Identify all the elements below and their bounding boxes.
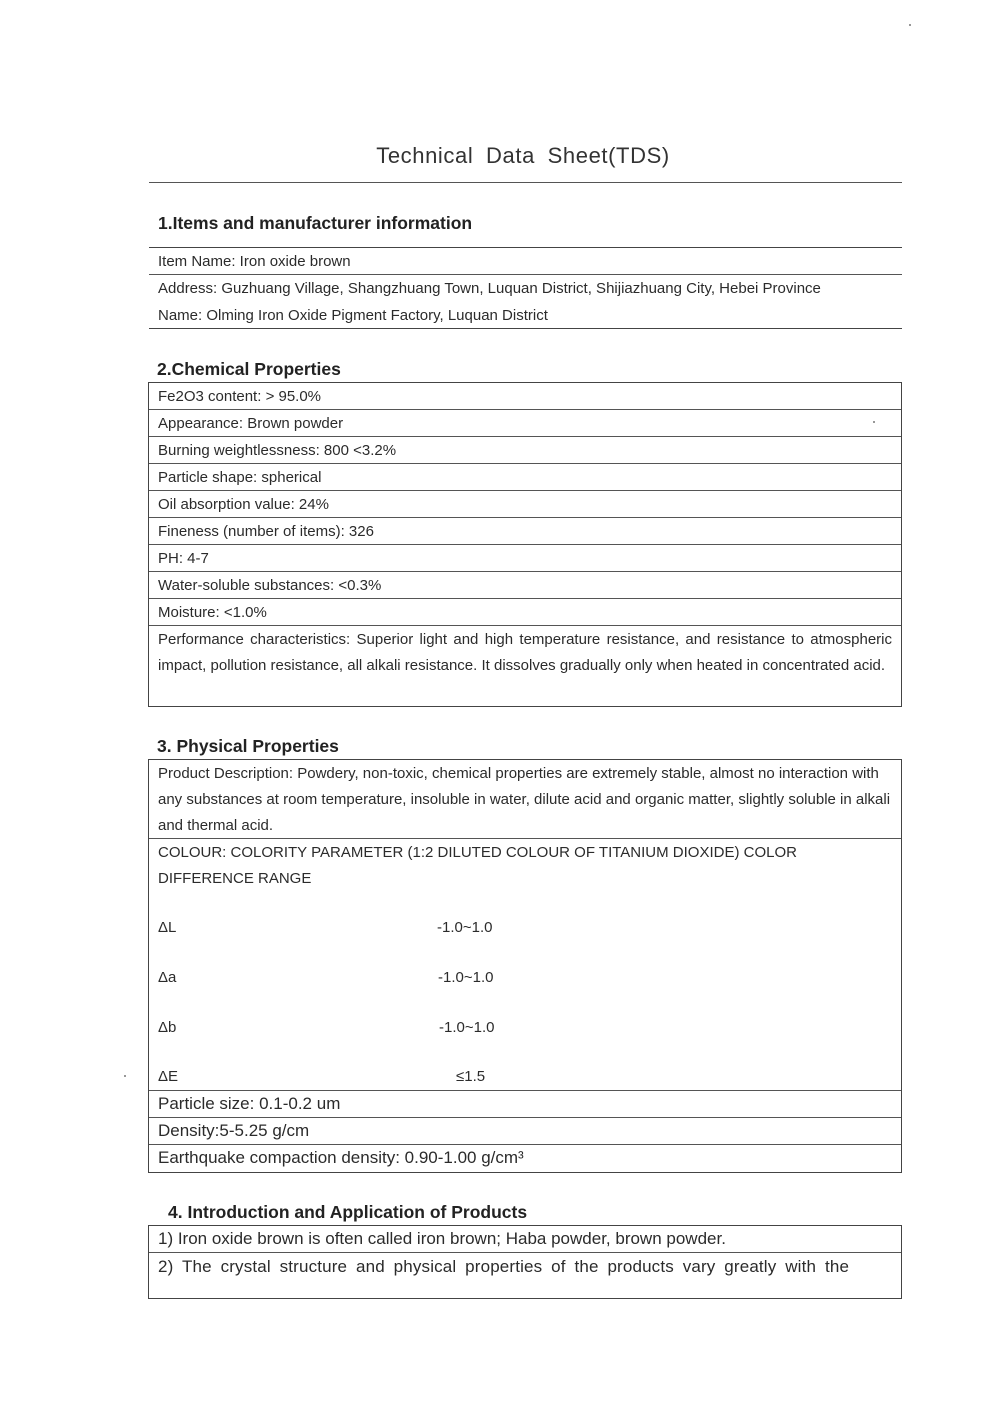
chem-row-moisture: Moisture: <1.0% — [149, 599, 901, 626]
chemical-properties-table — [148, 382, 902, 707]
chem-row-water-soluble: Water-soluble substances: <0.3% — [149, 572, 901, 599]
intro-item-1: 1) Iron oxide brown is often called iron brown; Haba powder, brown powder. — [149, 1226, 901, 1253]
chem-row-fineness: Fineness (number of items): 326 — [149, 518, 901, 545]
page-title: Technical Data Sheet(TDS) — [376, 143, 670, 168]
title-rule — [149, 182, 902, 183]
section3-heading: 3. Physical Properties — [157, 736, 339, 756]
manufacturer-name-row: Name: Olming Iron Oxide Pigment Factory, Luquan District — [158, 306, 548, 324]
chem-row-appearance: Appearance: Brown powder — [149, 410, 901, 437]
delta-b-value: -1.0~1.0 — [439, 1019, 495, 1036]
chem-row-fe2o3: Fe2O3 content: > 95.0% — [149, 383, 901, 410]
delta-l-label: ΔL — [158, 919, 177, 936]
section4-heading: 4. Introduction and Application of Products — [168, 1202, 528, 1222]
chem-row-burning: Burning weightlessness: 800 <3.2% — [149, 437, 901, 464]
section2-heading: 2.Chemical Properties — [157, 359, 341, 379]
address-row: Address: Guzhuang Village, Shangzhuang Town, Luquan District, Shijiazhuang City, Hebei Province — [158, 280, 821, 297]
compaction-density-row: Earthquake compaction density: 0.90-1.00 g/cm³ — [158, 1148, 524, 1167]
delta-b-label: Δb — [158, 1019, 177, 1036]
chem-row-particle-shape: Particle shape: spherical — [149, 464, 901, 491]
scan-speck — [873, 421, 875, 423]
chem-row-ph: PH: 4-7 — [149, 545, 901, 572]
colour-cell — [149, 839, 901, 1091]
delta-l-value: -1.0~1.0 — [437, 919, 493, 936]
particle-size-row: Particle size: 0.1-0.2 um — [149, 1091, 901, 1118]
section1-heading: 1.Items and manufacturer information — [158, 213, 473, 233]
colour-heading: COLOUR: COLORITY PARAMETER (1:2 DILUTED COLOUR OF TITANIUM DIOXIDE) COLOR DIFFERENCE RANGE — [158, 844, 797, 887]
scan-speck — [124, 1075, 126, 1077]
introduction-table — [148, 1225, 902, 1299]
product-description: Product Description: Powdery, non-toxic, chemical properties are extremely stable, almost no interaction with any substances at room temperature, insoluble in water, dilute acid and organic matter, slightly soluble in alkali and thermal acid. — [149, 760, 901, 839]
performance-characteristics: Performance characteristics: Superior light and high temperature resistance, and resistance to atmospheric impact, pollution resistance, all alkali resistance. It dissolves gradually only when heated in concentrated acid. — [158, 631, 892, 674]
delta-e-value: ≤1.5 — [456, 1068, 486, 1085]
delta-e-label: ΔE — [158, 1068, 179, 1085]
delta-a-label: Δa — [158, 969, 177, 986]
item-name-row: Item Name: Iron oxide brown — [149, 248, 902, 275]
section1-table — [149, 247, 902, 329]
physical-properties-table — [148, 759, 902, 1173]
density-row: Density:5-5.25 g/cm — [149, 1118, 901, 1145]
chem-row-oil-absorption: Oil absorption value: 24% — [149, 491, 901, 518]
delta-a-value: -1.0~1.0 — [438, 969, 494, 986]
scan-speck — [909, 24, 911, 26]
intro-item-2: 2) The crystal structure and physical properties of the products vary greatly with the — [158, 1257, 850, 1276]
